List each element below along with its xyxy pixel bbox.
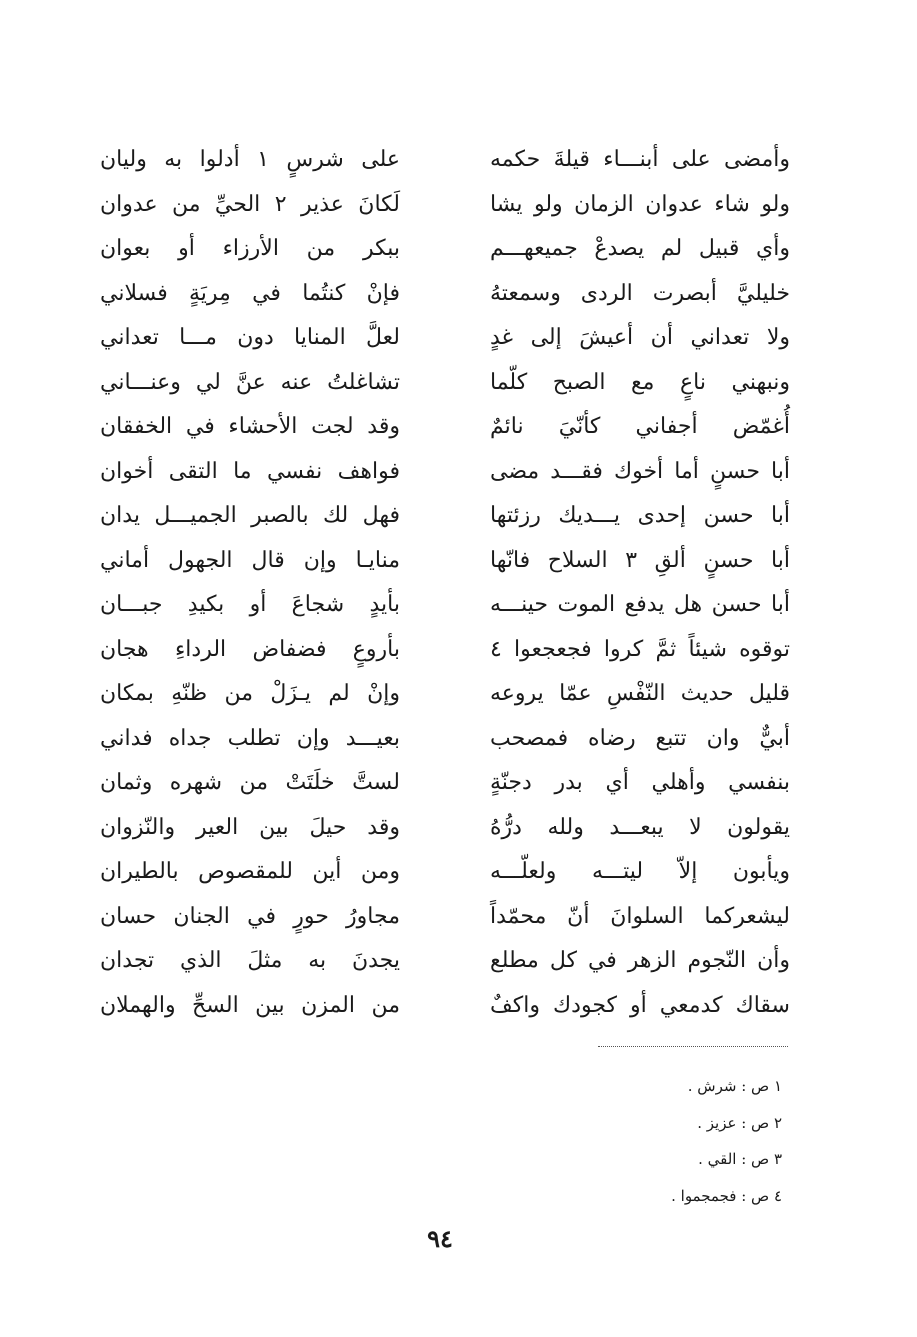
verse-second-hemistich: وقد لجت الأحشاء في الخفقان bbox=[100, 414, 400, 439]
verse-first-hemistich: أبا حسنٍ أما أخوك فقـــد مضى bbox=[490, 458, 790, 484]
verse-line bbox=[100, 183, 790, 228]
verse-first-hemistich: بنفسي وأهلي أي بدر دجنّةٍ bbox=[490, 770, 790, 795]
verse-first-hemistich: ولو شاء عدوان الزمان ولو يشا bbox=[490, 191, 790, 217]
verse-first-hemistich: ونبهني ناعٍ مع الصبح كلّما bbox=[490, 369, 790, 395]
footnote: ٤ ص : فجمجموا . bbox=[671, 1186, 782, 1205]
verse-line bbox=[100, 939, 790, 984]
verse-first-hemistich: سقاك كدمعي أو كجودك واكفٌ bbox=[490, 992, 790, 1018]
verse-second-hemistich: يجدنَ به مثلَ الذي تجدان bbox=[100, 948, 400, 973]
verse-first-hemistich: أبا حسن إحدى يـــديك رزئتها bbox=[490, 503, 790, 528]
footnote-separator bbox=[598, 1046, 788, 1047]
verse-line bbox=[100, 539, 790, 584]
footnote: ٣ ص : القي . bbox=[698, 1150, 782, 1168]
verse-first-hemistich: توقوه شيئاً ثمَّ كروا فجعجعوا ٤ bbox=[490, 636, 790, 662]
verse-line bbox=[100, 628, 790, 673]
verse-second-hemistich: من المزن بين السحِّ والهملان bbox=[100, 992, 400, 1018]
footnote: ٢ ص : عزيز . bbox=[697, 1113, 782, 1132]
poem-body bbox=[100, 138, 790, 1028]
verse-first-hemistich: قليل حديث النّفْسِ عمّا يروعه bbox=[490, 681, 790, 706]
verse-second-hemistich: على شرسٍ ١ أدلوا به وليان bbox=[100, 147, 400, 172]
verse-line bbox=[100, 672, 790, 717]
verse-second-hemistich: تشاغلتُ عنه عنَّ لي وعنـــاني bbox=[100, 369, 400, 395]
page-number: ٩٤ bbox=[427, 1224, 453, 1253]
verse-line bbox=[100, 850, 790, 895]
verse-second-hemistich: لستَّ خلَتَتْ من شهره وثمان bbox=[100, 770, 400, 795]
footnotes bbox=[482, 1068, 782, 1214]
verse-line bbox=[100, 450, 790, 495]
verse-first-hemistich: ليشعركما السلوانَ أنّ محمّداً bbox=[490, 903, 790, 929]
verse-first-hemistich: ولا تعداني أن أعيشَ إلى غدٍ bbox=[490, 325, 790, 350]
verse-second-hemistich: فإنْ كنتُما في مِريَةٍ فسلاني bbox=[100, 280, 400, 306]
verse-first-hemistich: وأن النّجوم الزهر في كل مطلع bbox=[490, 948, 790, 973]
verse-second-hemistich: لعلَّ المنايا دون مـــا تعداني bbox=[100, 325, 400, 350]
verse-line bbox=[100, 227, 790, 272]
verse-line bbox=[100, 361, 790, 406]
verse-first-hemistich: أبا حسن هل يدفع الموت حينـــه bbox=[490, 592, 790, 617]
verse-first-hemistich: أبيٌّ وان تتبع رضاه فمصحب bbox=[490, 725, 790, 751]
verse-line bbox=[100, 717, 790, 762]
verse-second-hemistich: فواهف نفسي ما التقى أخوان bbox=[100, 458, 400, 484]
verse-second-hemistich: وإنْ لم يـزَلْ من ظنّهِ بمكان bbox=[100, 681, 400, 706]
verse-second-hemistich: ومن أين للمقصوص بالطيران bbox=[100, 859, 400, 884]
verse-second-hemistich: ببكر من الأرزاء أو بعوان bbox=[100, 236, 400, 261]
verse-line bbox=[100, 806, 790, 851]
verse-second-hemistich: فهل لك بالصبر الجميـــل يدان bbox=[100, 503, 400, 528]
verse-line bbox=[100, 984, 790, 1029]
verse-second-hemistich: وقد حيلَ بين العير والنّزوان bbox=[100, 814, 400, 840]
verse-first-hemistich: وأمضى على أبنـــاء قيلةَ حكمه bbox=[490, 147, 790, 172]
verse-first-hemistich: أبا حسنٍ ألقِ ٣ السلاح فانّها bbox=[490, 547, 790, 573]
verse-line bbox=[100, 895, 790, 940]
verse-line bbox=[100, 316, 790, 361]
verse-second-hemistich: لَكانَ عذير ٢ الحيِّ من عدوان bbox=[100, 191, 401, 217]
verse-second-hemistich: بأروعٍ فضفاض الرداءِ هجان bbox=[100, 636, 400, 662]
verse-second-hemistich: مجاورُ حورٍ في الجنان حسان bbox=[100, 903, 400, 929]
verse-line bbox=[100, 761, 790, 806]
verse-first-hemistich: ويأبون إلاّ ليتـــه ولعلّـــه bbox=[490, 859, 790, 884]
verse-line bbox=[100, 583, 790, 628]
verse-second-hemistich: بعيـــد وإن تطلب جداه فداني bbox=[100, 725, 400, 751]
verse-line bbox=[100, 272, 790, 317]
verse-first-hemistich: خليليَّ أبصرت الردى وسمعتهُ bbox=[490, 280, 790, 306]
verse-second-hemistich: بأيدٍ شجاعَ أو بكيدِ جبـــان bbox=[100, 592, 400, 617]
verse-line bbox=[100, 405, 790, 450]
verse-line bbox=[100, 138, 790, 183]
verse-first-hemistich: أُغمّض أجفاني كأنّيَ نائمٌ bbox=[490, 414, 790, 439]
verse-first-hemistich: وأي قبيل لم يصدعْ جميعهـــم bbox=[490, 236, 790, 261]
footnote: ١ ص : شرش . bbox=[687, 1077, 782, 1095]
verse-second-hemistich: منايـا وإن قال الجهول أماني bbox=[100, 547, 400, 573]
verse-first-hemistich: يقولون لا يبعـــد ولله درُّهُ bbox=[490, 814, 790, 840]
verse-line bbox=[100, 494, 790, 539]
